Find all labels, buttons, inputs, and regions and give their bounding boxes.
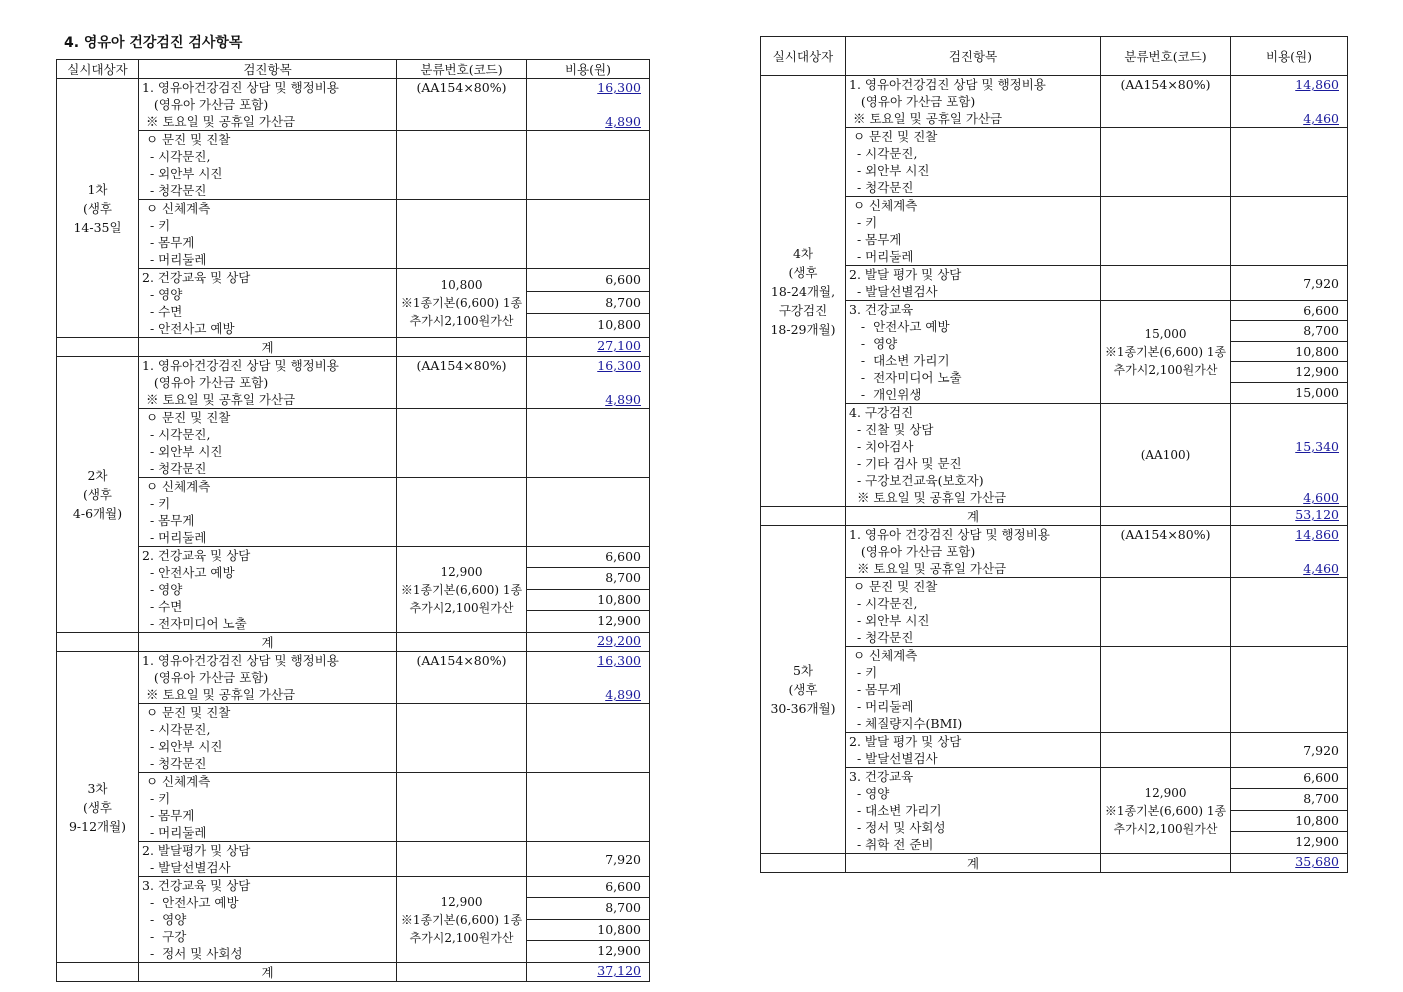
item-line: - 시각문진,	[142, 149, 211, 164]
item-cell	[139, 877, 397, 963]
left-schedule-table	[56, 59, 650, 982]
right-schedule-table	[760, 36, 1348, 873]
total-code	[397, 338, 527, 357]
code-cell	[397, 773, 527, 842]
header-item: 검진항목	[139, 60, 397, 79]
cost-spacer	[1231, 421, 1347, 438]
cost-cell	[527, 547, 650, 633]
code-cell	[397, 79, 527, 131]
item-line: - 영양	[142, 287, 183, 302]
total-row	[57, 633, 650, 652]
target-cell: 5차 (생후 30-36개월)	[761, 526, 846, 854]
item-line: ※ 토요일 및 공휴일 가산금	[142, 687, 296, 702]
cost-value: 16,300	[597, 80, 641, 95]
item-cell	[846, 733, 1101, 768]
code-cell	[1101, 526, 1231, 578]
total-label: 계	[139, 963, 397, 982]
table-row	[57, 652, 650, 704]
cost-value: 6,600	[527, 269, 649, 292]
cost-spacer	[527, 669, 649, 686]
target-cell: 2차 (생후 4-6개월)	[57, 357, 139, 633]
item-cell	[139, 704, 397, 773]
total-code	[1101, 854, 1231, 873]
item-line: (영유아 가산금 포함)	[849, 544, 976, 559]
cost-cell	[1231, 647, 1348, 733]
cost-cell	[527, 704, 650, 773]
item-line: - 외안부 시진	[142, 444, 223, 459]
table-row	[57, 842, 650, 877]
table-header-row	[761, 37, 1348, 76]
item-line: - 머리둘레	[142, 252, 207, 267]
item-line: 2. 발달 평가 및 상담	[849, 734, 962, 749]
cost-value: 8,700	[527, 292, 649, 315]
cost-spacer	[527, 234, 649, 251]
cost-value: 6,600	[527, 547, 649, 568]
cost-cell	[1231, 197, 1348, 266]
code-cell	[397, 652, 527, 704]
code-line: (AA154×80%)	[416, 358, 507, 373]
cost-spacer	[527, 182, 649, 199]
item-cell	[139, 842, 397, 877]
item-line: - 외안부 시진	[142, 166, 223, 181]
left-schedule-panel	[56, 59, 649, 982]
item-line: - 몸무게	[849, 682, 902, 697]
code-cell	[1101, 266, 1231, 301]
item-line: - 영양	[849, 786, 890, 801]
item-cell	[846, 301, 1101, 404]
total-row	[761, 854, 1348, 873]
item-line: (영유아 가산금 포함)	[849, 94, 976, 109]
cost-value: 6,600	[1231, 301, 1347, 321]
cost-spacer	[527, 374, 649, 391]
cost-value: 16,300	[597, 358, 641, 373]
code-line: (AA154×80%)	[416, 80, 507, 95]
cost-cell	[527, 357, 650, 409]
code-cell	[1101, 197, 1231, 266]
total-value: 27,100	[527, 338, 650, 357]
cost-spacer	[527, 165, 649, 182]
item-line: - 발달선별검사	[142, 860, 231, 875]
code-cell: 10,800 ※1종기본(6,600) 1종 추가시2,100원가산	[397, 269, 527, 338]
code-cell: 12,900 ※1종기본(6,600) 1종 추가시2,100원가산	[1101, 768, 1231, 854]
target-cell: 3차 (생후 9-12개월)	[57, 652, 139, 963]
item-line: - 머리둘레	[142, 530, 207, 545]
item-cell	[139, 357, 397, 409]
cost-value: 4,460	[1303, 111, 1339, 126]
cost-spacer	[527, 131, 649, 148]
right-schedule-panel	[760, 36, 1347, 873]
cost-value: 4,890	[605, 687, 641, 702]
table-row	[761, 526, 1348, 578]
item-line: - 시각문진,	[142, 427, 211, 442]
item-line: - 발달선별검사	[849, 284, 938, 299]
code-cell: 12,900 ※1종기본(6,600) 1종 추가시2,100원가산	[397, 547, 527, 633]
cost-spacer	[1231, 404, 1347, 421]
cost-value: 8,700	[527, 568, 649, 589]
item-line: - 대소변 가리기	[849, 353, 950, 368]
header-target: 실시대상자	[761, 37, 846, 76]
code-cell	[397, 842, 527, 877]
cost-cell	[527, 652, 650, 704]
cost-spacer	[527, 251, 649, 268]
right-schedule-body	[761, 76, 1348, 873]
total-code	[397, 963, 527, 982]
item-line: - 발달선별검사	[849, 751, 938, 766]
header-cost: 비용(원)	[1231, 37, 1348, 76]
code-cell	[1101, 733, 1231, 768]
total-row	[761, 507, 1348, 526]
item-line: 3. 건강교육	[849, 769, 914, 784]
header-code: 분류번호(코드)	[1101, 37, 1231, 76]
cost-cell	[1231, 404, 1348, 507]
item-line: ※ 토요일 및 공휴일 가산금	[142, 392, 296, 407]
item-line: - 영양	[142, 582, 183, 597]
table-row	[57, 409, 650, 478]
item-line: - 외안부 시진	[849, 613, 930, 628]
item-line: 2. 건강교육 및 상담	[142, 270, 251, 285]
item-line: - 안전사고 예방	[849, 319, 950, 334]
code-cell	[1101, 647, 1231, 733]
item-line: - 정서 및 사회성	[849, 820, 946, 835]
item-cell	[139, 200, 397, 269]
item-line: ※ 토요일 및 공휴일 가산금	[849, 111, 1003, 126]
cost-cell	[1231, 526, 1348, 578]
cost-value: 8,700	[1231, 789, 1347, 810]
item-cell	[139, 773, 397, 842]
item-line: - 시각문진,	[849, 596, 918, 611]
item-line: - 시각문진,	[849, 146, 918, 161]
item-cell	[139, 131, 397, 200]
item-line: - 청각문진	[849, 630, 914, 645]
code-cell	[397, 200, 527, 269]
item-cell	[846, 647, 1101, 733]
item-line: ㅇ 신체계측	[142, 479, 211, 494]
item-line: 3. 건강교육 및 상담	[142, 878, 251, 893]
table-row	[57, 877, 650, 963]
item-line: - 몸무게	[142, 513, 195, 528]
item-line: - 개인위생	[849, 387, 922, 402]
table-row	[57, 79, 650, 131]
cost-cell	[527, 478, 650, 547]
total-spacer	[761, 854, 846, 873]
table-row	[761, 404, 1348, 507]
item-line: - 몸무게	[849, 232, 902, 247]
cost-value: 12,900	[1295, 833, 1339, 849]
item-line: ㅇ 신체계측	[849, 648, 918, 663]
header-code: 분류번호(코드)	[397, 60, 527, 79]
item-line: - 외안부 시진	[142, 739, 223, 754]
cost-spacer	[1231, 455, 1347, 472]
item-line: 3. 건강교육	[849, 302, 914, 317]
total-value: 35,680	[1231, 854, 1348, 873]
item-cell	[139, 547, 397, 633]
total-label: 계	[139, 633, 397, 652]
item-cell	[139, 409, 397, 478]
left-schedule-body	[57, 79, 650, 982]
cost-cell	[527, 409, 650, 478]
header-item: 검진항목	[846, 37, 1101, 76]
target-cell: 4차 (생후 18-24개월, 구강검진 18-29개월)	[761, 76, 846, 507]
item-line: - 시각문진,	[142, 722, 211, 737]
total-code	[397, 633, 527, 652]
total-spacer	[57, 338, 139, 357]
table-row	[761, 128, 1348, 197]
code-cell: 15,000 ※1종기본(6,600) 1종 추가시2,100원가산	[1101, 301, 1231, 404]
code-line: (AA154×80%)	[416, 653, 507, 668]
cost-value: 6,600	[527, 877, 649, 898]
item-line: ㅇ 신체계측	[849, 198, 918, 213]
table-row	[761, 578, 1348, 647]
cost-cell	[1231, 768, 1348, 854]
table-row	[761, 197, 1348, 266]
item-line: ㅇ 문진 및 진찰	[142, 410, 231, 425]
item-line: - 기타 검사 및 문진	[849, 456, 962, 471]
cost-cell	[1231, 733, 1348, 768]
total-value: 37,120	[527, 963, 650, 982]
item-cell	[846, 128, 1101, 197]
cost-value: 8,700	[527, 898, 649, 919]
table-row	[57, 478, 650, 547]
code-line: (AA154×80%)	[1120, 77, 1211, 92]
code-cell: (AA100)	[1101, 404, 1231, 507]
item-line: - 영양	[142, 912, 187, 927]
item-line: - 영양	[849, 336, 898, 351]
cost-cell	[1231, 128, 1348, 197]
cost-value: 10,800	[1231, 342, 1347, 362]
code-cell	[1101, 578, 1231, 647]
item-line: - 키	[142, 218, 171, 233]
code-cell	[397, 478, 527, 547]
cost-value: 10,800	[597, 317, 641, 333]
cost-spacer	[527, 217, 649, 234]
item-line: 1. 영유아건강검진 상담 및 행정비용	[849, 77, 1046, 92]
total-spacer	[57, 963, 139, 982]
table-row	[57, 773, 650, 842]
table-row	[57, 200, 650, 269]
item-line: - 키	[849, 215, 878, 230]
code-cell: 12,900 ※1종기본(6,600) 1종 추가시2,100원가산	[397, 877, 527, 963]
cost-spacer	[527, 200, 649, 217]
cost-value: 8,700	[1231, 321, 1347, 341]
item-line: - 키	[142, 791, 171, 806]
total-value: 29,200	[527, 633, 650, 652]
item-cell	[846, 197, 1101, 266]
item-line: 1. 영유아건강검진 상담 및 행정비용	[142, 653, 339, 668]
item-line: - 키	[849, 665, 878, 680]
total-value: 53,120	[1231, 507, 1348, 526]
table-row	[761, 768, 1348, 854]
item-line: ㅇ 문진 및 진찰	[849, 579, 938, 594]
table-row	[57, 269, 650, 338]
table-row	[57, 547, 650, 633]
cost-value: 15,340	[1295, 439, 1339, 454]
cost-cell	[1231, 266, 1348, 301]
table-row	[761, 266, 1348, 301]
item-line: - 외안부 시진	[849, 163, 930, 178]
cost-cell	[527, 79, 650, 131]
item-line: ㅇ 문진 및 진찰	[142, 132, 231, 147]
item-line: - 안전사고 예방	[142, 565, 235, 580]
item-line: (영유아 가산금 포함)	[142, 375, 269, 390]
item-cell	[846, 266, 1101, 301]
item-line: 2. 발달 평가 및 상담	[849, 267, 962, 282]
cost-value: 14,860	[1295, 527, 1339, 542]
cost-spacer	[1231, 472, 1347, 489]
item-line: - 치아검사	[849, 439, 914, 454]
total-row	[57, 963, 650, 982]
item-cell	[139, 79, 397, 131]
cost-spacer	[1231, 93, 1347, 110]
item-line: - 청각문진	[142, 183, 207, 198]
cost-cell	[1231, 301, 1348, 404]
cost-value: 12,900	[597, 612, 641, 628]
cost-cell	[527, 773, 650, 842]
code-cell	[1101, 76, 1231, 128]
item-line: ※ 토요일 및 공휴일 가산금	[849, 490, 1007, 505]
cost-cell	[527, 877, 650, 963]
item-line: (영유아 가산금 포함)	[142, 670, 269, 685]
cost-cell	[527, 842, 650, 877]
item-cell	[846, 526, 1101, 578]
item-line: - 청각문진	[142, 756, 207, 771]
item-line: - 수면	[142, 304, 183, 319]
item-line: - 안전사고 예방	[142, 321, 235, 336]
cost-cell	[1231, 76, 1348, 128]
cost-value: 4,890	[605, 114, 641, 129]
cost-value: 4,890	[605, 392, 641, 407]
cost-spacer	[527, 148, 649, 165]
item-line: - 구강	[142, 929, 187, 944]
item-line: - 머리둘레	[849, 249, 914, 264]
item-line: 2. 발달평가 및 상담	[142, 843, 251, 858]
cost-value: 7,920	[605, 851, 641, 867]
cost-value: 10,800	[527, 920, 649, 941]
cost-value: 7,920	[1303, 275, 1339, 291]
header-cost: 비용(원)	[527, 60, 650, 79]
cost-value: 15,000	[1295, 384, 1339, 400]
table-row	[761, 733, 1348, 768]
table-row	[761, 76, 1348, 128]
item-line: ㅇ 문진 및 진찰	[849, 129, 938, 144]
item-line: 4. 구강검진	[849, 405, 914, 420]
table-row	[57, 704, 650, 773]
item-line: - 취학 전 준비	[849, 837, 934, 852]
code-cell	[397, 409, 527, 478]
item-line: - 구강보건교육(보호자)	[849, 473, 984, 488]
cost-value: 14,860	[1295, 77, 1339, 92]
item-line: (영유아 가산금 포함)	[142, 97, 269, 112]
item-line: - 수면	[142, 599, 183, 614]
cost-value: 16,300	[597, 653, 641, 668]
cost-value: 12,900	[597, 942, 641, 958]
item-line: - 진찰 및 상담	[849, 422, 934, 437]
item-line: ※ 토요일 및 공휴일 가산금	[849, 561, 1007, 576]
item-line: ※ 토요일 및 공휴일 가산금	[142, 114, 296, 129]
item-line: - 대소변 가리기	[849, 803, 942, 818]
item-line: - 청각문진	[849, 180, 914, 195]
item-line: - 안전사고 예방	[142, 895, 239, 910]
cost-value: 10,800	[527, 590, 649, 611]
table-row	[761, 647, 1348, 733]
item-line: - 머리둘레	[142, 825, 207, 840]
cost-value: 7,920	[1303, 742, 1339, 758]
item-line: 1. 영유아건강검진 상담 및 행정비용	[142, 358, 339, 373]
total-label: 계	[139, 338, 397, 357]
item-cell	[139, 478, 397, 547]
cost-value: 6,600	[1231, 768, 1347, 789]
item-line: ㅇ 문진 및 진찰	[142, 705, 231, 720]
item-line: 2. 건강교육 및 상담	[142, 548, 251, 563]
code-line: (AA154×80%)	[1120, 527, 1211, 542]
item-line: - 머리둘레	[849, 699, 914, 714]
code-cell	[397, 131, 527, 200]
code-cell	[397, 357, 527, 409]
cost-spacer	[527, 96, 649, 113]
total-spacer	[761, 507, 846, 526]
table-row	[761, 301, 1348, 404]
item-line: - 몸무게	[142, 808, 195, 823]
item-cell	[139, 652, 397, 704]
cost-cell	[527, 269, 650, 338]
item-line: 1. 영유아 건강검진 상담 및 행정비용	[849, 527, 1050, 542]
cost-cell	[527, 200, 650, 269]
cost-value: 12,900	[1231, 362, 1347, 382]
item-line: - 청각문진	[142, 461, 207, 476]
code-cell	[1101, 128, 1231, 197]
item-line: - 전자미디어 노출	[849, 370, 962, 385]
item-cell	[846, 578, 1101, 647]
item-line: - 키	[142, 496, 171, 511]
item-line: - 몸무게	[142, 235, 195, 250]
item-cell	[846, 76, 1101, 128]
total-spacer	[57, 633, 139, 652]
item-cell	[846, 404, 1101, 507]
cost-cell	[1231, 578, 1348, 647]
target-cell: 1차 (생후 14-35일	[57, 79, 139, 338]
total-row	[57, 338, 650, 357]
item-line: - 체질량지수(BMI)	[849, 716, 963, 731]
cost-value: 4,600	[1303, 490, 1339, 505]
total-label: 계	[846, 854, 1101, 873]
total-code	[1101, 507, 1231, 526]
item-cell	[846, 768, 1101, 854]
item-line: - 정서 및 사회성	[142, 946, 243, 961]
item-cell	[139, 269, 397, 338]
table-row	[57, 131, 650, 200]
item-line: 1. 영유아건강검진 상담 및 행정비용	[142, 80, 339, 95]
total-label: 계	[846, 507, 1101, 526]
header-target: 실시대상자	[57, 60, 139, 79]
cost-value: 10,800	[1231, 811, 1347, 832]
code-cell	[397, 704, 527, 773]
item-line: ㅇ 신체계측	[142, 774, 211, 789]
cost-spacer	[1231, 543, 1347, 560]
page-title: 4. 영유아 건강검진 검사항목	[64, 35, 243, 51]
table-header-row	[57, 60, 650, 79]
cost-value: 4,460	[1303, 561, 1339, 576]
item-line: ㅇ 신체계측	[142, 201, 211, 216]
cost-cell	[527, 131, 650, 200]
table-row	[57, 357, 650, 409]
item-line: - 전자미디어 노출	[142, 616, 247, 631]
